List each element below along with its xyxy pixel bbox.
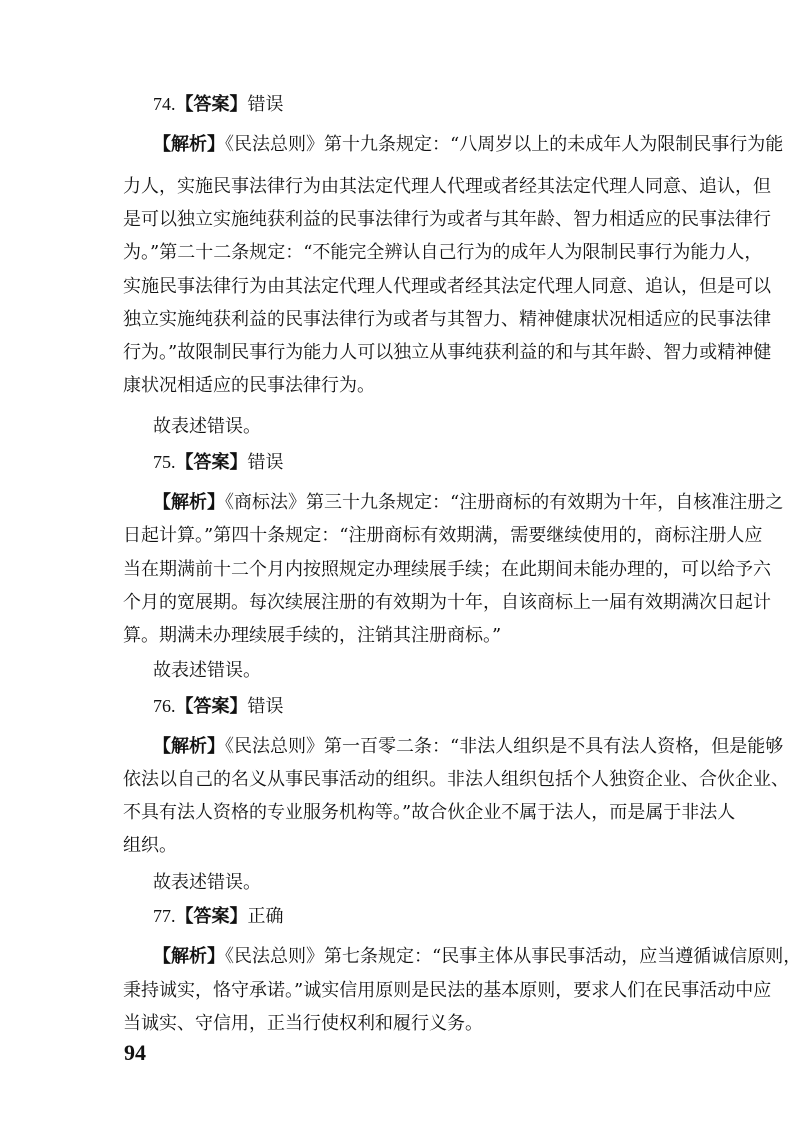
answer-tag: 【答案】 [175, 452, 248, 473]
answer-tag: 【答案】 [175, 906, 248, 927]
answer-value: 错误 [247, 696, 284, 717]
analysis-line: 康状况相适应的民事法律行为。 [123, 375, 375, 396]
analysis-line: 当诚实、守信用，正当行使权利和履行义务。 [123, 1013, 483, 1034]
answer-heading-75 [153, 447, 721, 477]
answer-value: 错误 [247, 452, 284, 473]
analysis-line: 组织。 [123, 835, 177, 856]
analysis-line: 是可以独立实施纯获利益的民事法律行为或者与其年龄、智力相适应的民事法律行 [123, 209, 771, 230]
page-number: 94 [124, 1040, 146, 1065]
analysis-tag: 【解析】 [153, 736, 225, 757]
analysis-tag: 【解析】 [153, 946, 225, 967]
conclusion-line: 故表述错误。 [153, 416, 261, 437]
analysis-line: 独立实施纯获利益的民事法律行为或者与其智力、精神健康状况相适应的民事法律 [123, 309, 771, 330]
analysis-line: 力人，实施民事法律行为由其法定代理人代理或者经其法定代理人同意、追认，但 [123, 176, 771, 197]
analysis-line [153, 942, 801, 972]
analysis-line: 依法以自己的名义从事民事活动的组织。非法人组织包括个人独资企业、合伙企业、 [123, 769, 789, 790]
question-number: 74. [153, 94, 176, 114]
analysis-text: 《民法总则》第七条规定：“民事主体从事民事活动，应当遵循诚信原则， [225, 946, 801, 967]
answer-heading-76 [153, 691, 721, 721]
question-number: 77. [153, 906, 176, 926]
analysis-line: 当在期满前十二个月内按照规定办理续展手续；在此期间未能办理的，可以给予六 [123, 559, 771, 580]
analysis-line [153, 130, 784, 160]
conclusion-line: 故表述错误。 [153, 660, 261, 681]
analysis-line: 不具有法人资格的专业服务机构等。”故合伙企业不属于法人，而是属于非法人 [123, 802, 736, 823]
conclusion-line: 故表述错误。 [153, 872, 261, 893]
analysis-line: 个月的宽展期。每次续展注册的有效期为十年，自该商标上一届有效期满次日起计 [123, 592, 771, 613]
analysis-line: 为。”第二十二条规定：“不能完全辨认自己行为的成年人为限制民事行为能力人， [123, 242, 763, 263]
analysis-line: 秉持诚实，恪守承诺。”诚实信用原则是民法的基本原则，要求人们在民事活动中应 [123, 980, 772, 1001]
answer-tag: 【答案】 [175, 696, 248, 717]
analysis-tag: 【解析】 [153, 134, 225, 155]
analysis-line: 日起计算。”第四十条规定：“注册商标有效期满，需要继续使用的，商标注册人应 [123, 525, 763, 546]
analysis-text: 《民法总则》第一百零二条：“非法人组织是不具有法人资格，但是能够 [225, 736, 784, 757]
analysis-line: 行为。”故限制民事行为能力人可以独立从事纯获利益的和与其年龄、智力或精神健 [123, 342, 772, 363]
analysis-text: 《商标法》第三十九条规定：“注册商标的有效期为十年，自核准注册之 [225, 492, 784, 513]
analysis-line [153, 732, 784, 762]
answer-heading-74 [153, 89, 721, 119]
answer-value: 错误 [247, 94, 284, 115]
question-number: 75. [153, 452, 176, 472]
answer-value: 正确 [247, 906, 284, 927]
question-number: 76. [153, 696, 176, 716]
analysis-line [153, 488, 784, 518]
analysis-line: 实施民事法律行为由其法定代理人代理或者经其法定代理人同意、追认，但是可以 [123, 276, 771, 297]
answer-heading-77 [153, 901, 721, 931]
analysis-line: 算。期满未办理续展手续的，注销其注册商标。” [123, 625, 502, 646]
answer-tag: 【答案】 [175, 94, 248, 115]
analysis-text: 《民法总则》第十九条规定：“八周岁以上的未成年人为限制民事行为能 [225, 134, 784, 155]
analysis-tag: 【解析】 [153, 492, 225, 513]
